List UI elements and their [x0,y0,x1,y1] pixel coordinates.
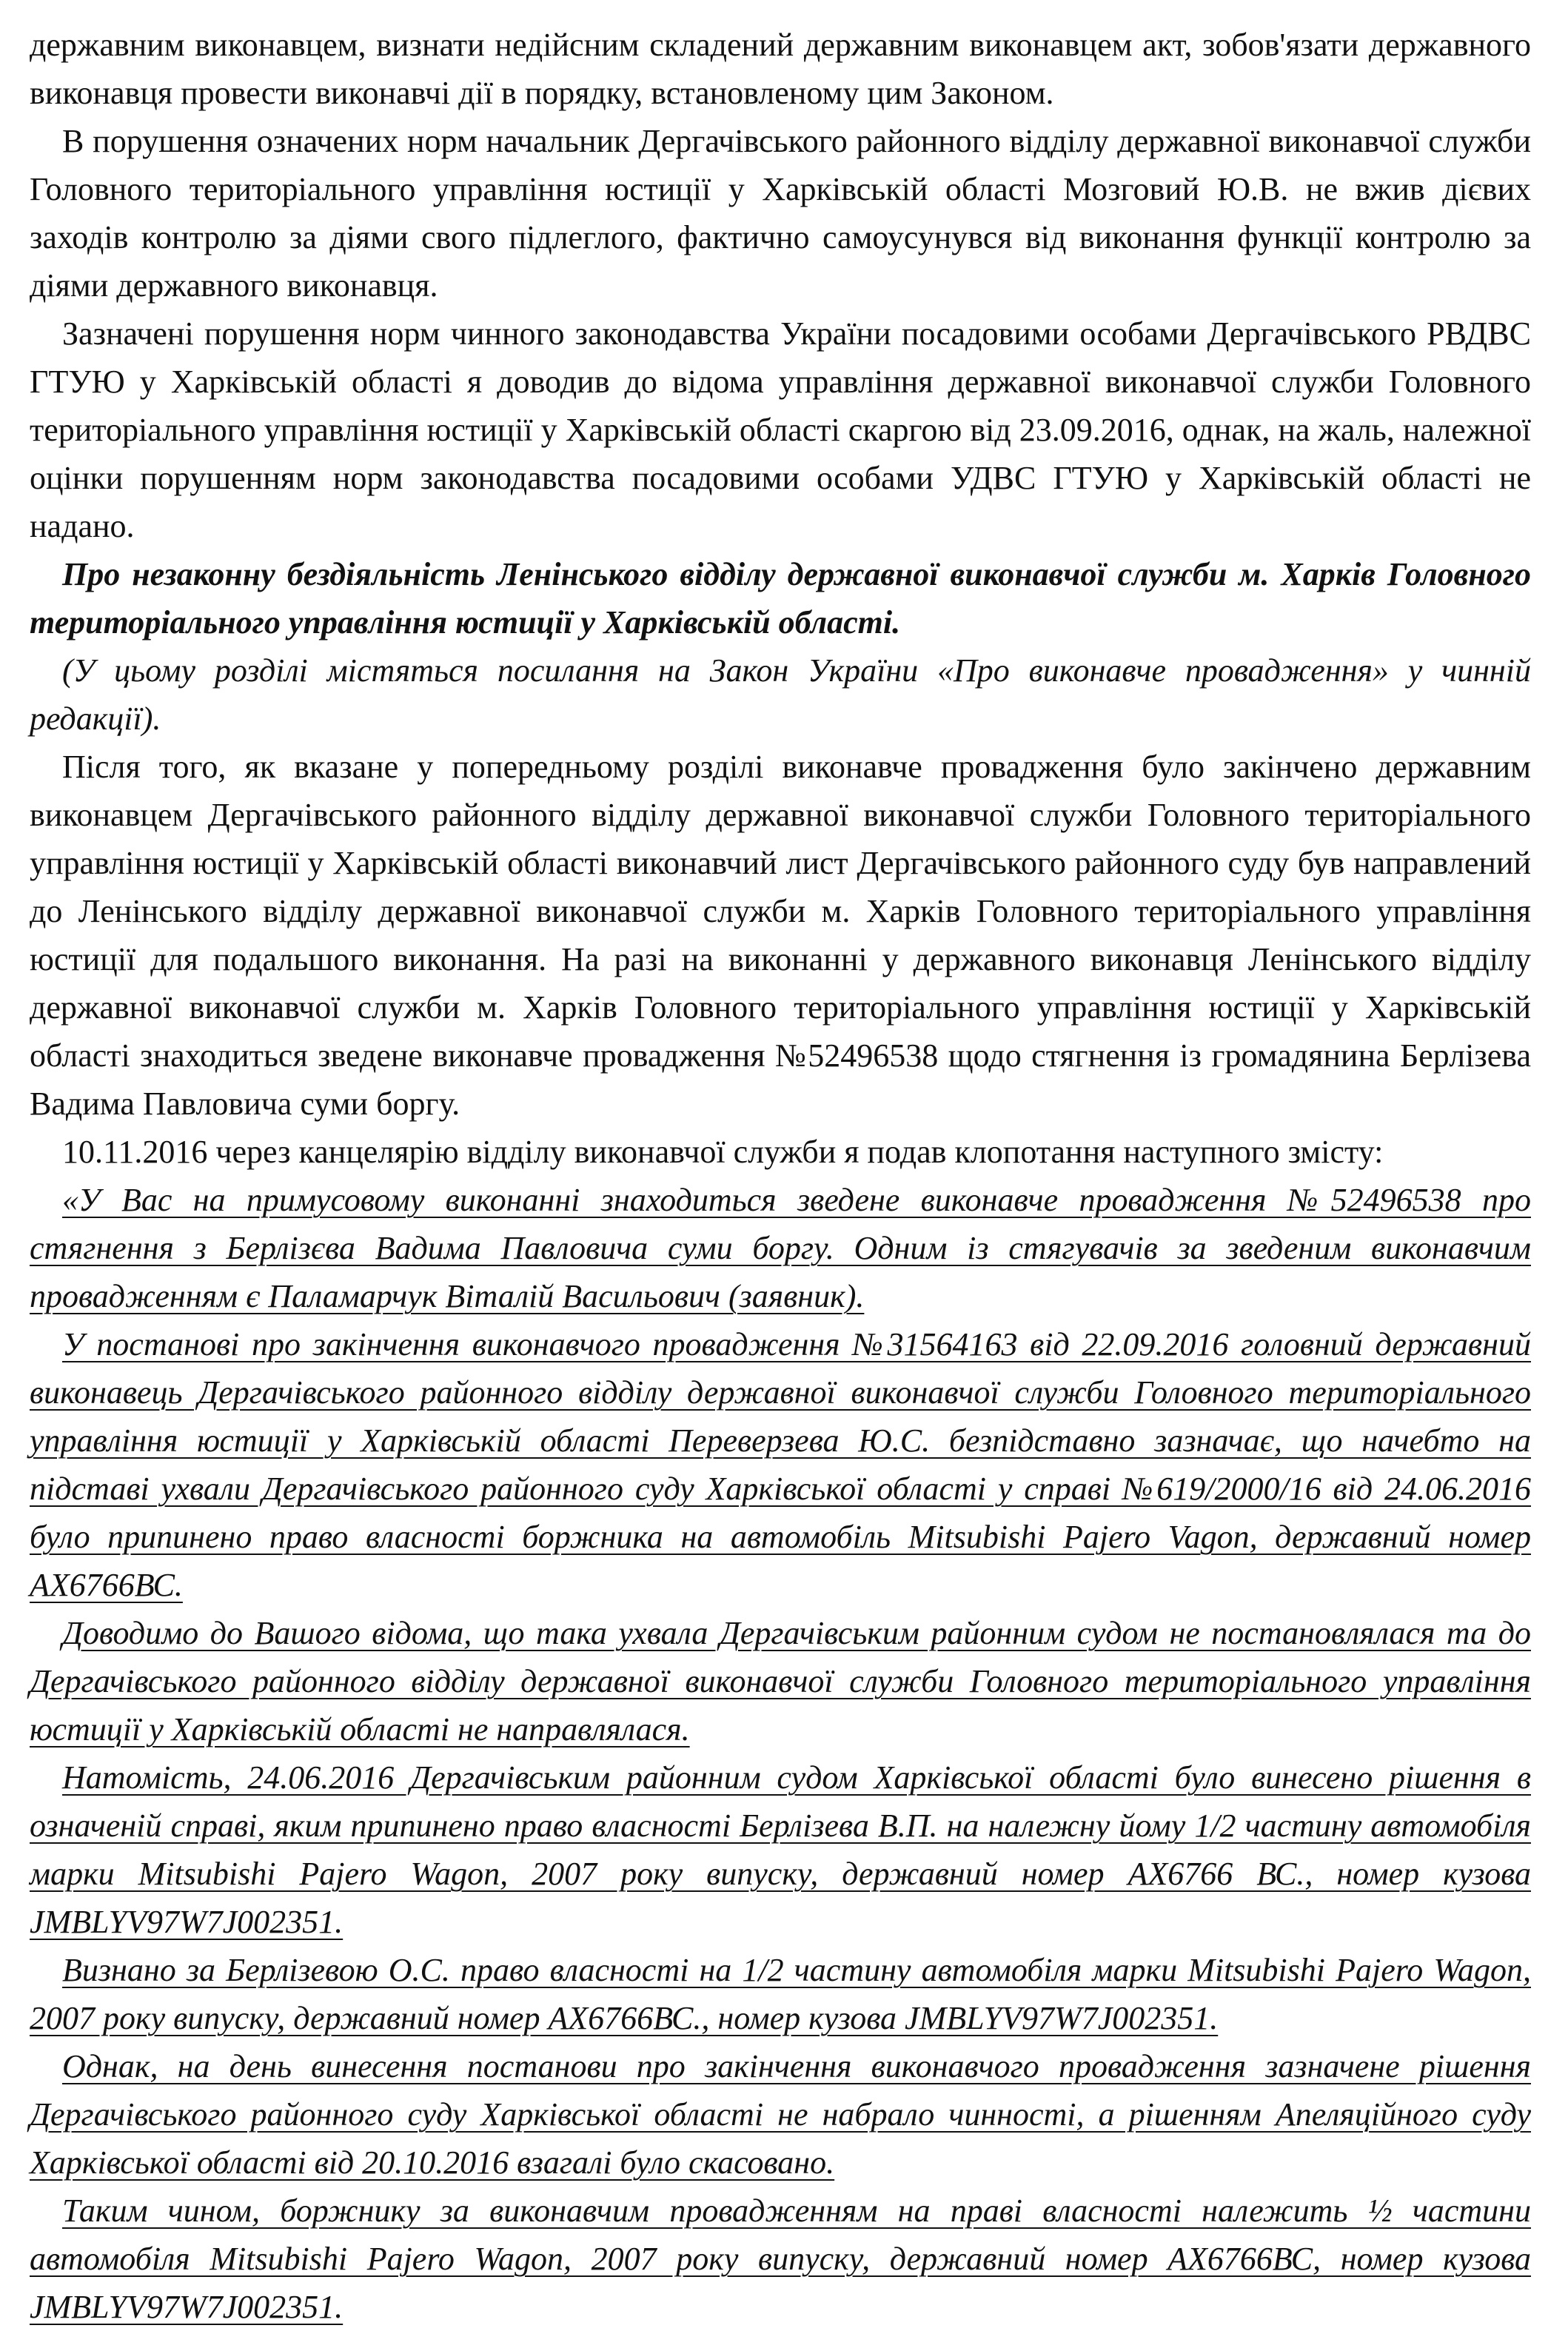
quote-paragraph-4: Натомість, 24.06.2016 Дергачівським районним судом Харківської області було винесено рішення в означеній справі, яким припинено право власності Берлізева В.П. на належну йому 1/2 частину автомобіля марки Mitsubishi Pajero Wagon, 2007 року випуску, державний номер АХ6766 ВС., номер кузова JMBLYV97W7J002351. [30,1759,1531,1940]
section-heading: Про незаконну бездіяльність Ленінського відділу державної виконавчої служби м. Харків Головного територіального управління юстиції у Харківській області. [30,556,1531,641]
paragraph-chief-inaction: В порушення означених норм начальник Дергачівського районного відділу державної виконавчої служби Головного територіального управління юстиції у Харківській області Мозговий Ю.В. не вжив дієвих заходів контролю за діями свого підлеглого, фактично самоусунувся від виконання функції контролю за діями державного виконавця. [30,123,1531,304]
quote-paragraph-7: Таким чином, боржнику за виконавчим провадженням на праві власності належить ½ частини автомобіля Mitsubishi Pajero Wagon, 2007 року випуску, державний номер АХ6766ВС, номер кузова JMBLYV97W7J002351. [30,2193,1531,2325]
quote-paragraph-1: «У Вас на примусовому виконанні знаходиться зведене виконавче провадження №52496538 про стягнення з Берлізєва Вадима Павловича суми боргу. Одним із стягувачів за зведеним виконавчим провадженням є Паламарчук Віталій Васильович (заявник). [30,1182,1531,1314]
quote-paragraph-2: У постанові про закінчення виконавчого провадження №31564163 від 22.09.2016 головний державний виконавець Дергачівського районного відділу державної виконавчої служби Головного територіального управління юстиції у Харківській області Переверзева Ю.С. безпідставно зазначає, що начебто на підставі ухвали Дергачівського районного суду Харківської області у справі №619/2000/16 від 24.06.2016 було припинено право власності боржника на автомобіль Mitsubishi Pajero Vagon, державний номер АХ6766ВС. [30,1326,1531,1603]
quote-paragraph-3: Доводимо до Вашого відома, що така ухвала Дергачівським районним судом не постановлялася та до Дергачівського районного відділу державної виконавчої служби Головного територіального управління юстиції у Харківській області не направлялася. [30,1615,1531,1748]
quote-paragraph-5: Визнано за Берлізевою О.С. право власності на 1/2 частину автомобіля марки Mitsubishi Pajero Wagon, 2007 року випуску, державний номер АХ6766ВС., номер кузова JMBLYV97W7J002351. [30,1952,1531,2036]
section-note: (У цьому розділі містяться посилання на Закон України «Про виконавче провадження» у чинній редакції). [30,652,1531,737]
paragraph-continuation: державним виконавцем, визнати недійсним складений державним виконавцем акт, зобов'язати державного виконавця провести виконавчі дії в порядку, встановленому цим Законом. [30,27,1531,111]
paragraph-complaint: Зазначені порушення норм чинного законодавства України посадовими особами Дергачівського РВДВС ГТУЮ у Харківській області я доводив до відома управління державної виконавчої служби Головного територіального управління юстиції у Харківській області скаргою від 23.09.2016, однак, на жаль, належної оцінки порушенням норм законодавства посадовими особами УДВС ГТУЮ у Харківській області не надано. [30,315,1531,544]
paragraph-petition-intro: 10.11.2016 через канцелярію відділу виконавчої служби я подав клопотання наступного змісту: [62,1134,1384,1170]
paragraph-transfer: Після того, як вказане у попередньому розділі виконавче провадження було закінчено державним виконавцем Дергачівського районного відділу державної виконавчої служби Головного територіального управління юстиції у Харківській області виконавчий лист Дергачівського районного суду був направлений до Ленінського відділу державної виконавчої служби м. Харків Головного територіального управління юстиції для подальшого виконання. На разі на виконанні у державного виконавця Ленінського відділу державної виконавчої служби м. Харків Головного територіального управління юстиції у Харківській області знаходиться зведене виконавче провадження №52496538 щодо стягнення із громадянина Берлізева Вадима Павловича суми боргу. [30,749,1531,1122]
quote-paragraph-6: Однак, на день винесення постанови про закінчення виконавчого провадження зазначене рішення Дергачівського районного суду Харківської області не набрало чинності, а рішенням Апеляційного суду Харківської області від 20.10.2016 взагалі було скасовано. [30,2048,1531,2181]
